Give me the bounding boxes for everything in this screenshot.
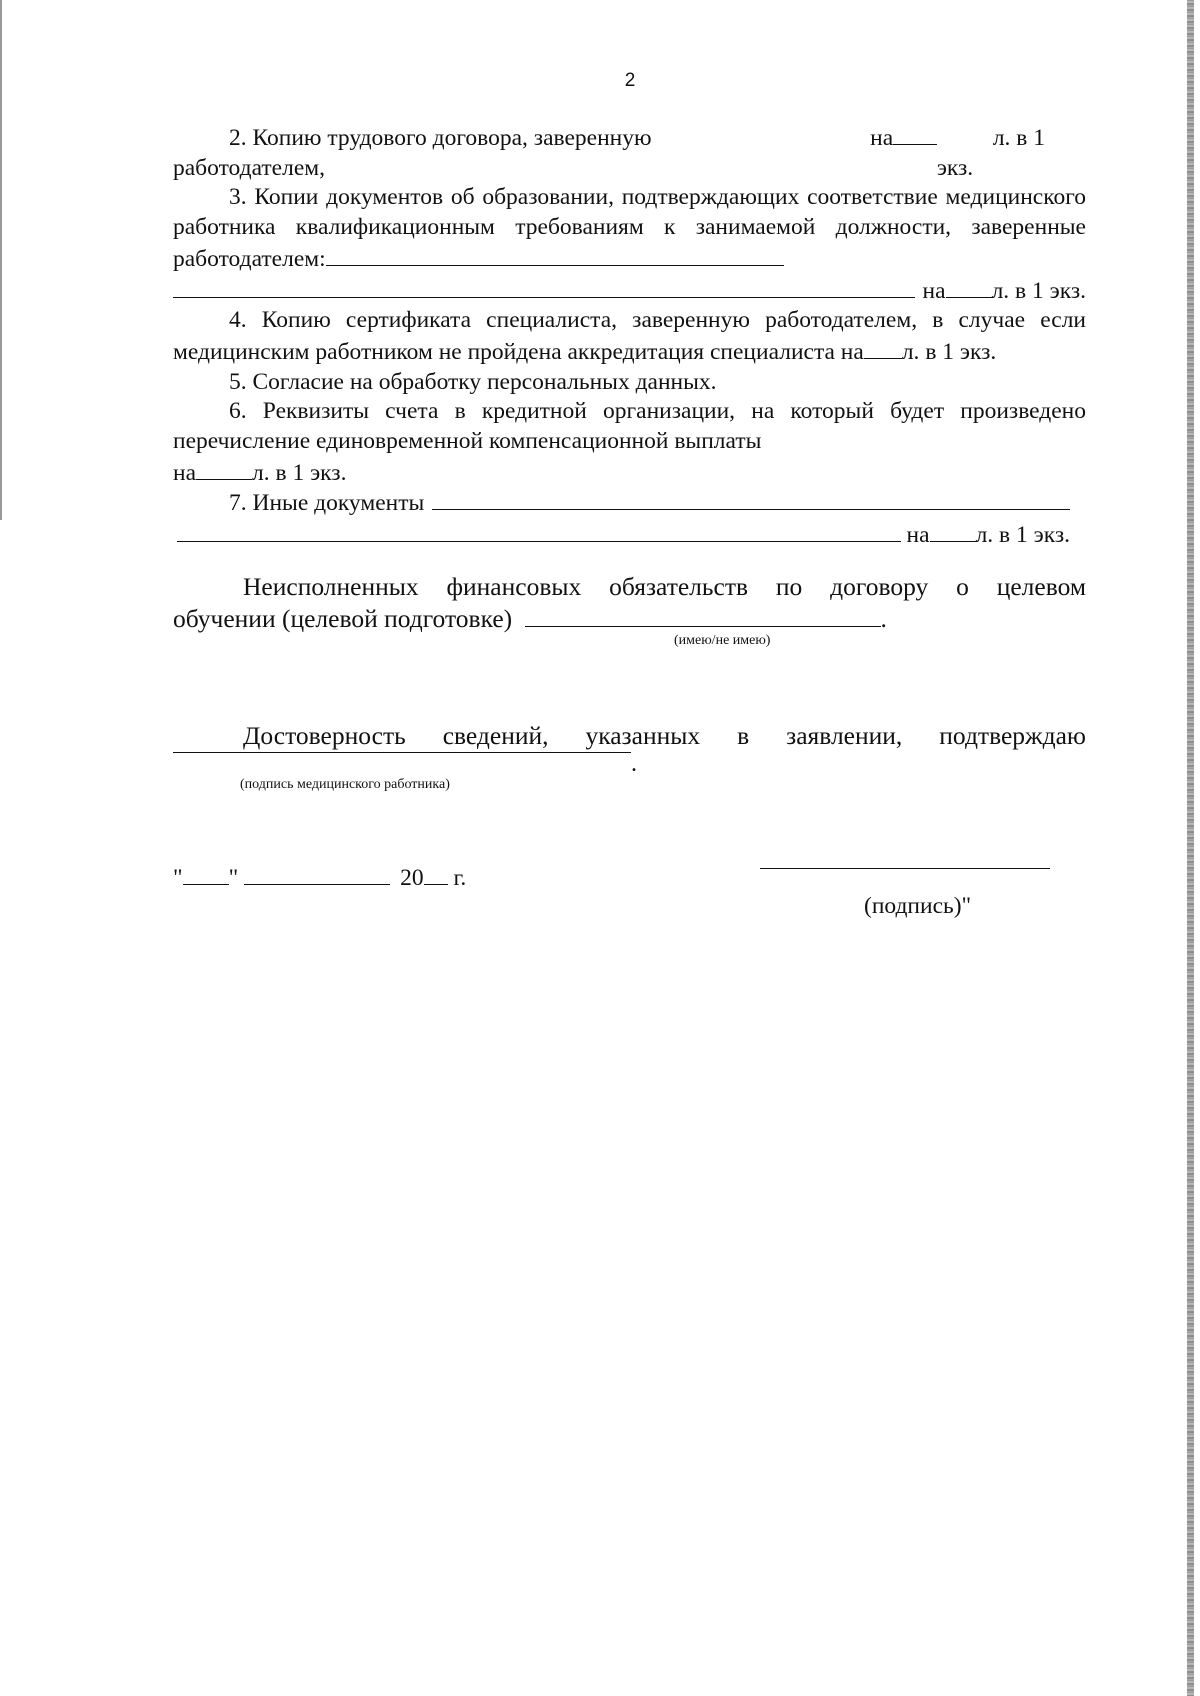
item-5: 5. Согласие на обработку персональных данных. <box>229 368 717 395</box>
item-3-text: 3. Копии документов об образовании, подтверждающих соответствие медицинского работника квалификационным требованиям к занимаемой должности, заверенные работодателем: <box>173 184 1086 272</box>
date-year-blank <box>424 862 448 885</box>
page-number: 2 <box>624 70 636 91</box>
document-body <box>173 122 1086 551</box>
item-6-na: на <box>173 459 197 486</box>
item-3-continuation <box>173 275 1086 307</box>
item-7-text: 7. Иные документы <box>229 490 425 517</box>
item-7-tail: л. в 1 экз. <box>975 522 1070 549</box>
date-month-blank <box>244 862 390 885</box>
item-6-tail: л. в 1 экз. <box>252 459 347 486</box>
item-4-pages-blank <box>864 336 902 359</box>
item-7-na: на <box>906 522 930 549</box>
confirmation-line-1: Достоверность сведений, указанных в заявлении, подтверждаю <box>243 721 1086 750</box>
item-3-blank-1 <box>326 243 784 266</box>
item-4-last: в 1 экз. <box>925 338 997 365</box>
item-2 <box>173 122 1086 183</box>
item-4-tail: л. <box>901 338 920 365</box>
date-year-prefix: 20 <box>400 865 424 891</box>
date-year-suffix: г. <box>453 865 467 891</box>
signature-line <box>760 868 1050 869</box>
confirmation-dot: . <box>631 751 637 777</box>
item-3-blank-2 <box>173 276 915 298</box>
date-quote-close: " <box>228 865 239 891</box>
item-7-blank-2 <box>177 520 901 542</box>
date-field <box>173 862 466 892</box>
item-6-continuation <box>173 457 1086 489</box>
obligations-line-2 <box>173 603 1086 635</box>
obligations-answer-blank <box>525 604 881 627</box>
obligations-block <box>173 571 1086 635</box>
item-7-pages-blank <box>930 519 976 542</box>
scan-right-edge <box>1187 0 1194 1696</box>
item-2-text: 2. Копию трудового договора, заверенную работодателем, <box>173 125 652 181</box>
item-6-pages-blank <box>196 457 252 480</box>
item-6-text: 6. Реквизиты счета в кредитной организации, на который будет произведено перечисление единовременной компенсационной выплаты <box>173 398 1086 455</box>
item-4 <box>173 306 1086 367</box>
item-2-na: на <box>870 125 894 151</box>
item-6 <box>173 397 1086 456</box>
date-quote-open: " <box>173 865 183 891</box>
item-7 <box>173 488 1070 519</box>
obligations-line-1: Неисполненных финансовых обязательств по договору о целевом <box>243 572 1086 601</box>
item-2-tail: л. в 1 экз. <box>936 125 1046 181</box>
confirmation-caption: (подпись медицинского работника) <box>240 777 450 792</box>
item-3-na: на <box>922 277 946 304</box>
obligations-line-2-text: обучении (целевой подготовке) <box>173 604 513 633</box>
confirmation-signature-line <box>173 752 631 753</box>
item-2-pages-blank <box>893 122 937 145</box>
item-7-continuation <box>173 519 1070 551</box>
item-3-pages-blank <box>946 275 992 298</box>
obligations-dot: . <box>880 604 887 633</box>
confirmation-block <box>173 720 1086 752</box>
item-3 <box>173 183 1086 274</box>
item-7-blank-1 <box>432 488 1070 510</box>
signature-caption: (подпись)" <box>864 893 972 919</box>
item-4-text: 4. Копию сертификата специалиста, заверенную работодателем, в случае если медицинским работником не пройдена аккредитация специалиста на <box>173 307 1086 365</box>
date-day-blank <box>183 862 229 885</box>
obligations-caption: (имею/не имею) <box>674 633 771 648</box>
item-3-tail: л. в 1 экз. <box>991 277 1086 304</box>
